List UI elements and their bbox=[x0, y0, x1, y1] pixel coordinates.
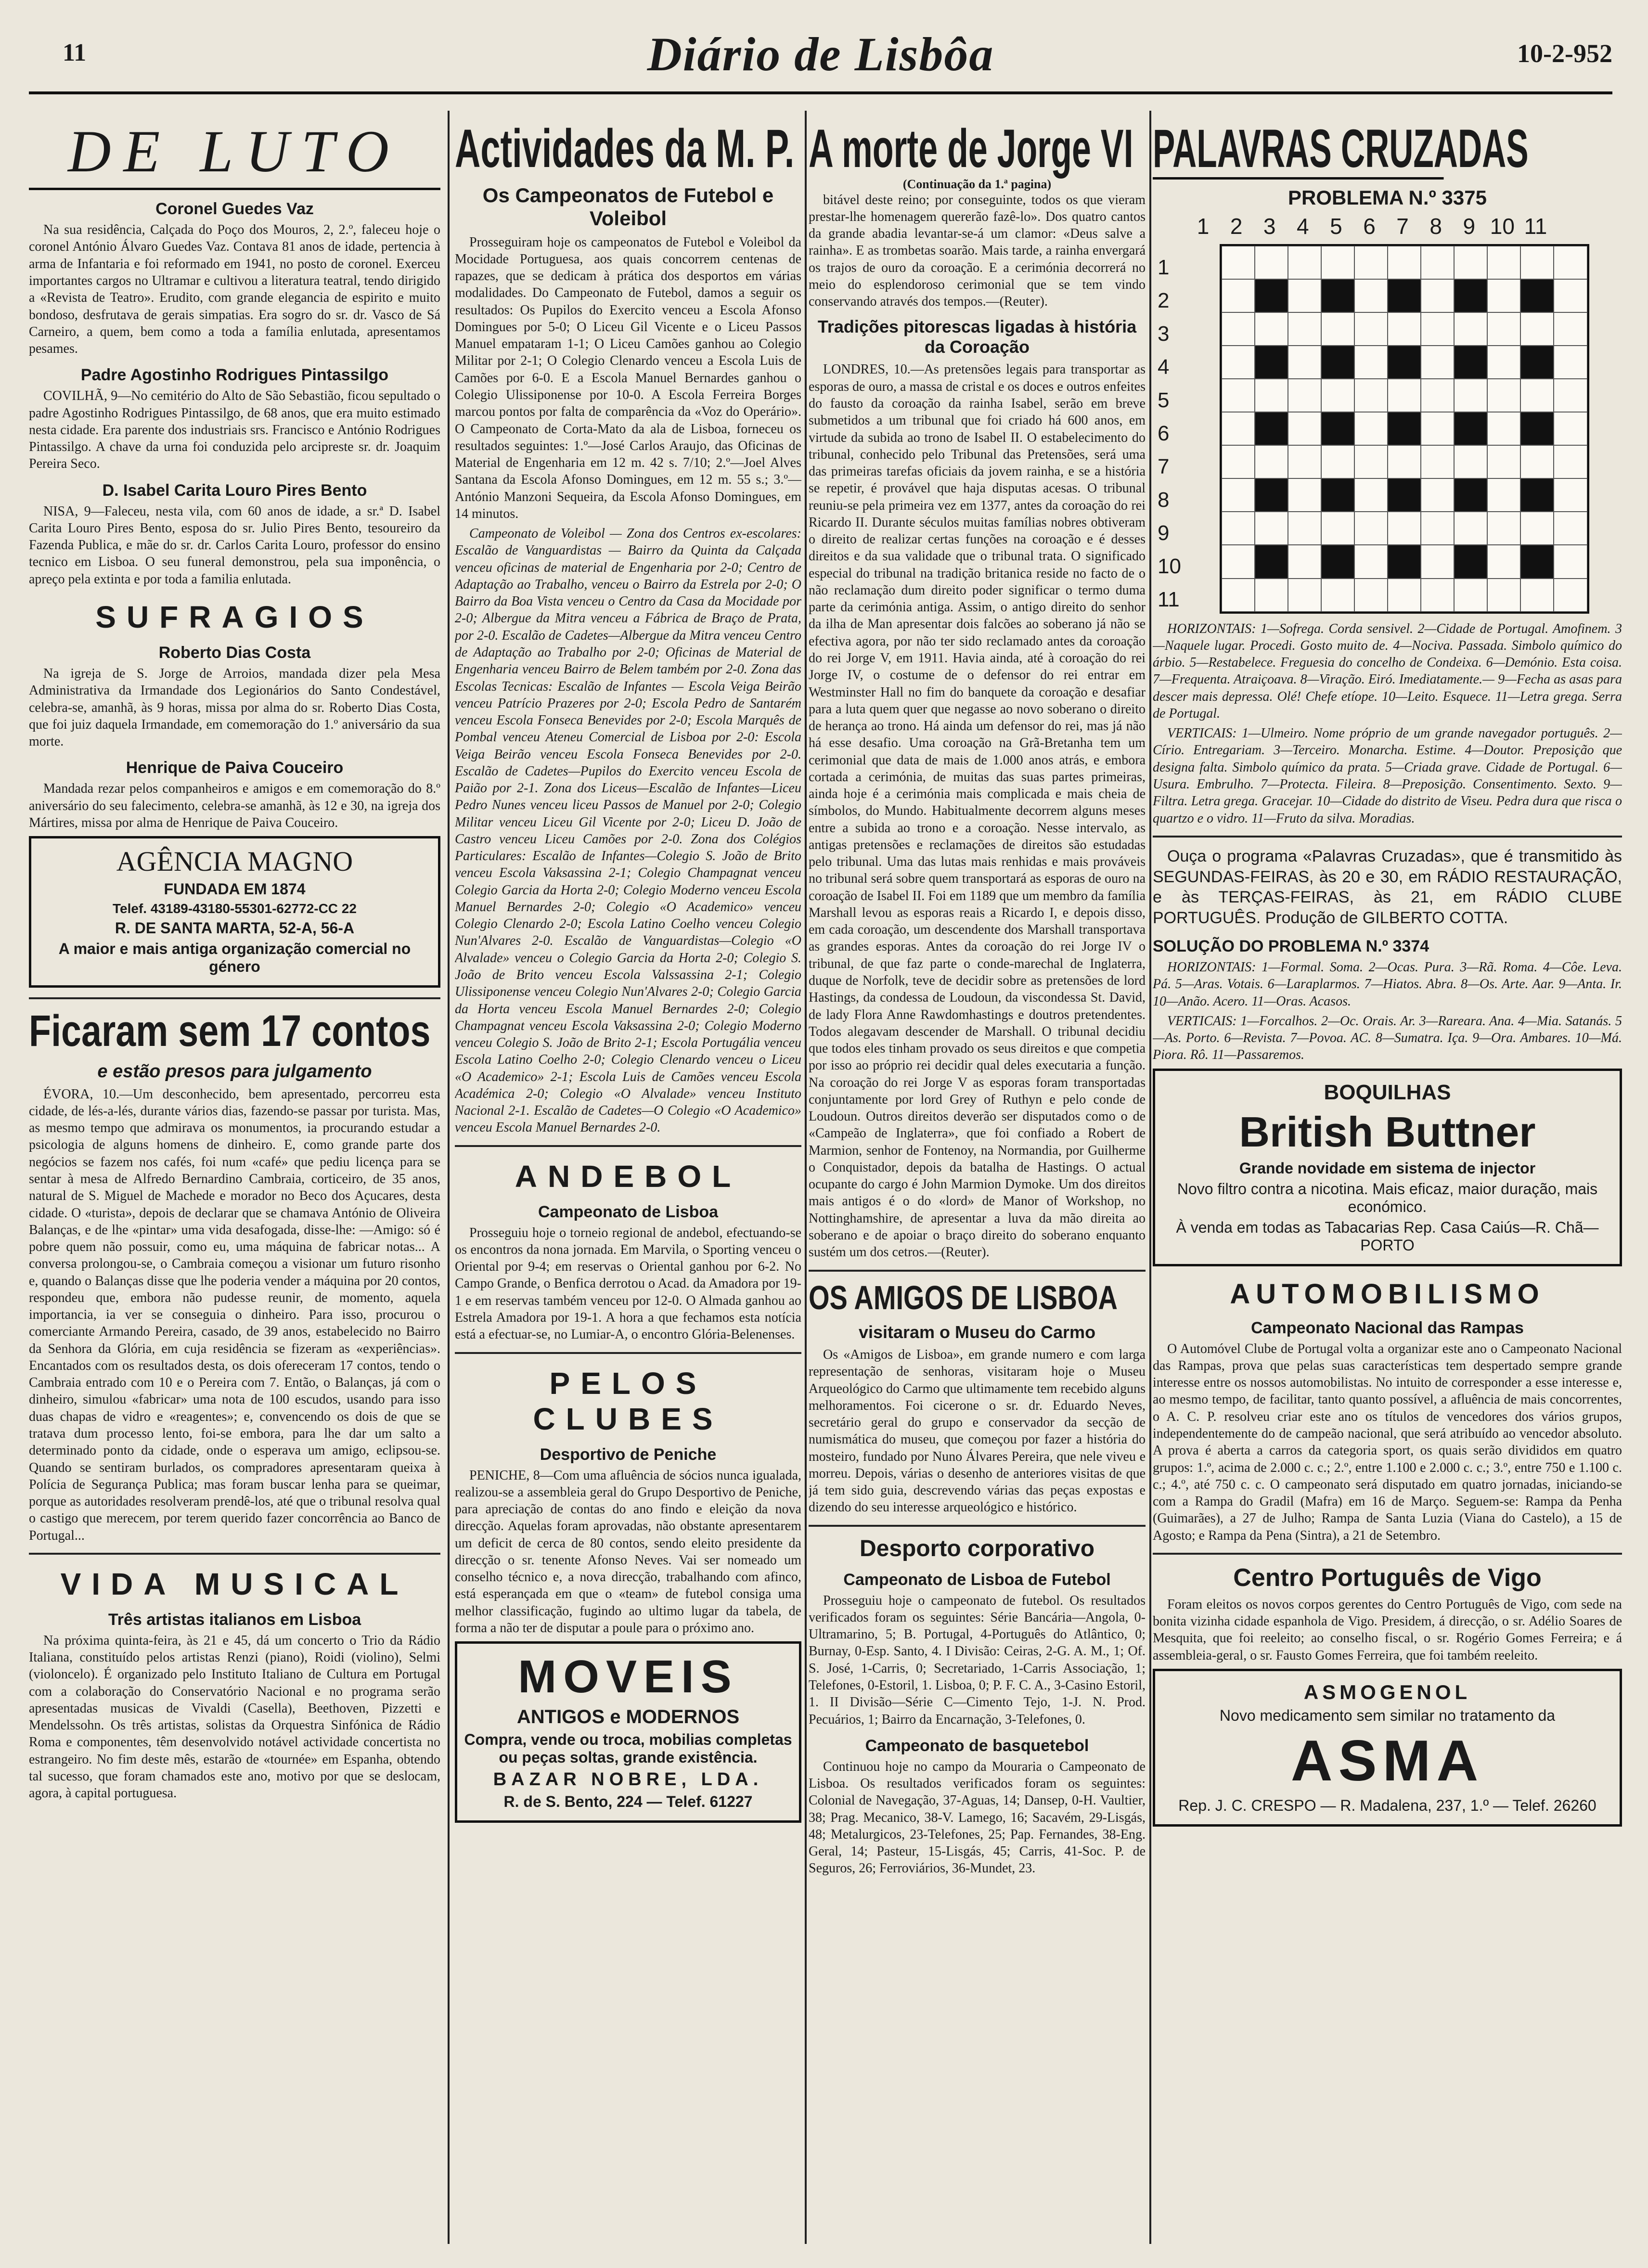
jorge-vi-headline: A morte de Jorge VI bbox=[809, 120, 1133, 179]
crossword-black-cell bbox=[1255, 478, 1288, 512]
crossword-cell bbox=[1222, 312, 1255, 346]
crossword-cell bbox=[1554, 246, 1587, 279]
crossword-black-cell bbox=[1454, 279, 1487, 312]
crossword-cell bbox=[1454, 579, 1487, 612]
crossword-column-number: 7 bbox=[1396, 213, 1409, 239]
crossword-cell bbox=[1487, 579, 1520, 612]
masthead bbox=[29, 10, 1612, 94]
jorge-vi-text: bitável deste reino; por conseguinte, todos os que vieram prestar-lhe homenagem quererão fazê-lo». Dos quatro cantos da grande abadia levantar-se-á um clamor: «Deus salve a rainha». E as trombetas soarão. Mais tarde, a rainha envergará os trajos de ouro da coroação. E a cerimónia decorrerá no meio do esplendoroso cerimonial que se tem vindo conservando através dos tempos.—(Reuter). bbox=[809, 192, 1146, 309]
crossword-cell bbox=[1321, 312, 1354, 346]
crossword-cell bbox=[1288, 478, 1321, 512]
crossword-black-cell bbox=[1255, 346, 1288, 379]
crossword-row-number: 3 bbox=[1158, 322, 1170, 346]
column-3 bbox=[809, 120, 1146, 2239]
moveis-title: MOVEIS bbox=[518, 1651, 738, 1703]
crossword-black-cell bbox=[1454, 412, 1487, 445]
crossword-black-cell bbox=[1321, 478, 1354, 512]
divider bbox=[29, 997, 440, 999]
crossword-black-cell bbox=[1321, 545, 1354, 578]
crossword-cell bbox=[1255, 445, 1288, 478]
crossword-cell bbox=[1421, 379, 1454, 412]
crossword-cell bbox=[1354, 579, 1388, 612]
crossword-cell bbox=[1255, 579, 1288, 612]
crossword-cell bbox=[1354, 379, 1388, 412]
crossword-cell bbox=[1487, 512, 1520, 545]
crossword-cell bbox=[1421, 545, 1454, 578]
sufragios-heading: SUFRAGIOS bbox=[95, 599, 374, 634]
andebol-text: Prosseguiu hoje o torneio regional de andebol, efectuando-se os encontros da nona jornada. Em Marvila, o Sporting venceu o Oriental por 9-4; em reservas o Oriental ganhou por 6-2. No Campo Grande, o Benfica derrotou o Acad. da Amadora por 19-1 e em reservas também venceu por 12-0. O Almada ganhou ao Estrela Amadora por 19-1. A hora a que fechamos esta notícia está a efectuar-se, no Lumiar-A, o encontro Glória-Belenenses. bbox=[455, 1225, 801, 1342]
crossword-cell bbox=[1388, 579, 1421, 612]
crossword-cell bbox=[1487, 545, 1520, 578]
crossword-cell bbox=[1554, 545, 1587, 578]
crossword-black-cell bbox=[1321, 412, 1354, 445]
voleibol-text: Campeonato de Voleibol — Zona dos Centros ex-escolares: Escalão de Vanguardistas — Bairro da Quinta da Calçada venceu oficinas de material de Engenharia por 2-0; Centro de Adaptação ao Trabalho, venceu o Bairro da Estrela por 2-0; O Bairro da Boa Vista venceu o Centro da Casa da Mocidade por 2-0; Albergue da Mitra venceu a Fábrica de Braço de Prata, por 2-0. Escalão de Cadetes—Albergue da Mitra venceu Centro de Adaptação ao Trabalho por 2-0; Oficinas de Material de Engenharia venceu Bairro de Belem também por 2-0. Zona das Escolas Tecnicas: Escalão de Infantes — Escola Veiga Beirão venceu Patrício Prazeres por 2-0; Escola Pedro de Santarém venceu Escola Fonseca Benevides por 2-0; Escola Marquês de Pombal venceu Ateneu Comercial de Lisboa por 2-0: Escola Veiga Beirão venceu Escola Fonseca Benevides por 2-0. Escalão de Cadetes—Pupilos do Exercito venceu Escola de Paião por 2-1. Zona dos Liceus—Escalão de Infantes—Liceu Pedro Nunes venceu liceu Passos de Manuel por 2-0; Colegio Militar venceu Liceu Gil Vicente por 2-0; Liceu D. João de Castro venceu Liceu Camões por 2-0. Zona dos Colégios Particulares: Escalão de Infantes—Colegio S. João de Brito venceu Escola Vaksassina 2-1; Colegio Champagnat venceu Colegio Garcia da Horta 2-0; Colegio Moderno venceu Escola Manuel Bernardes 2-0; Colegio «O Academico» venceu Colegio Clenardo 2-0; Escola Latino Coelho venceu Colegio Nun'Alvares 2-0. Escalão de Vanguardistas—Colegio «O Alvalade» venceu o Colegio Garcia da Horta 2-0; Colegio S. João de Brito venceu Escola Valssassina 2-1; Colegio Ulissiponense venceu Colegio Nun'Alvares 2-0; Colegio Garcia da Horta venceu Escola Manuel Bernardes 2-0; Colegio Champagnat venceu Escola Vaksassina 2-0; Colegio Moderno venceu Colegio S. João de Brito 2-1; Escola Portugália venceu Escola Latino Coelho 2-0; Colegio Clenardo venceu o Liceu «O Academico» 2-1; Escola Luis de Camões venceu Escola Académica 2-0; Colegio «O Alvalade» venceu Instituto Nacional 2-1. Escalão de Cadetes—O Colegio «O Academico» venceu Escola Manuel Bernardes 2-0. bbox=[455, 526, 801, 1135]
boquilhas-line2: Novo filtro contra a nicotina. Mais eficaz, maior duração, mais económico. bbox=[1177, 1180, 1598, 1215]
crossword-black-cell bbox=[1321, 279, 1354, 312]
crossword-cell bbox=[1354, 478, 1388, 512]
divider bbox=[29, 1553, 440, 1555]
crossword-cell bbox=[1354, 545, 1388, 578]
crossword-cell bbox=[1288, 246, 1321, 279]
crossword-cell bbox=[1421, 512, 1454, 545]
boquilhas-title: BOQUILHAS bbox=[1324, 1080, 1451, 1104]
crossword-cell bbox=[1554, 512, 1587, 545]
boquilhas-ad bbox=[1153, 1069, 1622, 1266]
divider bbox=[455, 1352, 801, 1354]
crossword-cell bbox=[1222, 246, 1255, 279]
crossword-cell bbox=[1321, 512, 1354, 545]
crossword-grid-wrap bbox=[1153, 244, 1622, 614]
crossword-cell bbox=[1222, 579, 1255, 612]
crossword-cell bbox=[1421, 246, 1454, 279]
crossword-row-number: 2 bbox=[1158, 288, 1170, 312]
crossword-cell bbox=[1288, 412, 1321, 445]
boquilhas-line1: Grande novidade em sistema de injector bbox=[1239, 1159, 1536, 1177]
crossword-black-cell bbox=[1255, 545, 1288, 578]
newspaper-title: Diário de Lisbôa bbox=[647, 27, 994, 81]
vida-musical-subhead: Três artistas italianos em Lisboa bbox=[108, 1610, 361, 1629]
crossword-black-cell bbox=[1255, 412, 1288, 445]
crossword-cell bbox=[1354, 246, 1388, 279]
crossword-column-number: 10 bbox=[1490, 213, 1515, 239]
crossword-cell bbox=[1222, 346, 1255, 379]
crossword-cell bbox=[1520, 579, 1554, 612]
crossword-cell bbox=[1222, 412, 1255, 445]
de-luto-heading: DE LUTO bbox=[29, 120, 440, 190]
crossword-black-cell bbox=[1321, 346, 1354, 379]
crossword-cell bbox=[1520, 312, 1554, 346]
actividades-headline: Actividades da M. P. bbox=[455, 120, 795, 179]
tradicoes-text: LONDRES, 10.—As pretensões legais para transportar as esporas de ouro, a massa de cristal e os doces e outros enfeites do fausto da coroação da rainha Isabel, serão em breve submetidos a um tribunal que foi criado há 600 anos, em virtude da subida ao trono de Isabel II. O estabelecimento do tribunal, conhecido pelo Tribunal das Pretensões, será uma das primeiras tarefas oficiais da jovem rainha, e se a história se repetir, é provável que haja disputas acesas. O tribunal reuniu-se pela primeira vez em 1377, antes da coroação do rei Ricardo II. Durante séculos muitas famílias nobres obtiveram o direito de realizar certas funções na coroação e é desses direitos e da sua validade que o tribunal trata. O significado especial do tribunal na tradição britanica reside no facto de o não reclamação dum direito poder significar o termo duma parte da cerimónia antiga. Assim, o antigo direito do senhor da ilha de Man apresentar dois falcões ao soberano já não se efectiva agora, por não ter sido reclamado antes da coroação do rei Jorge V, em 1911. Havia ainda, até à coroação do rei Jorge IV, o costume de o defensor do rei entrar em Westminster Hall no fim do banquete da coroação e desafiar para a luta quem quer que negasse ao novo soberano o direito de herança ao trono. Há ainda um defensor do rei, mas já não há esse desafio. Uma coroação na Grã-Bretanha tem um cerimonial que data de mais de 1.000 anos atrás, e embora cortada a cerimónia, de muitas das suas partes primeiras, ainda hoje é a cerimónia mais complicada e mais cheia de símbolos, do Mundo. Habitualmente decorrem alguns meses entre a subida ao trono e a coroação. Nesse intervalo, as antigas pretensões e reclamações de direitos são estudadas pelo tribunal. Uma das lutas mais renhidas e mais prováveis no tribunal será sobre quem transportará as esporas de ouro na coroação de Isabel II. Foi em 1189 que um membro da família Marshall levou as esporas reais a Ricardo I, e depois disso, em cada coroação, um descendente dos Marshall transportava as grandes esporas. Antes da coroação do rei Jorge IV o tribunal, de que faz parte o conde-marechal de Inglaterra, duque de Norfolk, teve de decidir sobre as pretensões de lord Hastings, da condessa de Loudoun, da viscondessa St. David, de lady Flora Anne Rawdomhastings e doutros pretendentes. Todos alegavam descender de Marshall. O tribunal decidiu que todos eles tinham provado os seus direitos e que competia por isso ao próprio rei decidir qual deles executaria a função. Na coroação do rei Jorge V as esporas foram transportadas conjuntamente por lord Grey of Ruthyn e pelo conde de Loudoun. Outros direitos deverão ser disputados como o de «Campeão de Inglaterra», que foi confiado a Robert de Marmion, senhor de Fontenoy, na Normandia, por Guilherme o Conquistador, depois da batalha de Hastings. O actual ocupante do cargo é John Marmion Dymoke. Um dos direitos mais antigos é o do «lord» de Manor of Workshop, no Nottinghamshire, de apresentar a luva da mão direita ao soberano e de apoiar o braço direito do soberano enquanto sustém um dos cetros.—(Reuter). bbox=[809, 362, 1146, 1260]
crossword-cell bbox=[1354, 312, 1388, 346]
crossword-cell bbox=[1388, 246, 1421, 279]
crossword-black-cell bbox=[1388, 545, 1421, 578]
crossword-column-number: 1 bbox=[1197, 213, 1210, 239]
crossword-cell bbox=[1321, 379, 1354, 412]
moveis-shop: BAZAR NOBRE, LDA. bbox=[493, 1769, 763, 1790]
crossword-cell bbox=[1520, 246, 1554, 279]
crossword-cell bbox=[1354, 412, 1388, 445]
automobilismo-heading: AUTOMOBILISMO bbox=[1230, 1278, 1545, 1310]
vida-musical-heading: VIDA MUSICAL bbox=[60, 1566, 409, 1601]
crossword-cell bbox=[1554, 412, 1587, 445]
crossword-cell bbox=[1454, 312, 1487, 346]
vida-musical-text: Na próxima quinta-feira, às 21 e 45, dá um concerto o Trio da Rádio Italiana, constituído pelos artistas Renzi (piano), Roidi (violino), Selmi (violoncelo). É organizado pelo Instituto Italiano de Cultura em Portugal com a colaboração do Conservatório Nacional e no programa serão apresentadas musicas de Vivaldi (Casella), Beethoven, Pizzetti e Mendelssohn. Os três artistas, solistas da Orquestra Sinfónica de Rádio Roma e componentes, têm desenvolvido notável actividade concertista no estrangeiro. No fim deste mês, estarão de «tournée» em Espanha, obtendo tal sucesso, que foram chamados este ano, motivo por que se deslocam, agora, à capital portuguesa. bbox=[29, 1633, 440, 1801]
crossword-cell bbox=[1354, 279, 1388, 312]
ficaram-subhead: e estão presos para julgamento bbox=[97, 1061, 372, 1082]
asmogenol-ad bbox=[1153, 1669, 1622, 1827]
palavras-cruzadas-headline: PALAVRAS CRUZADAS bbox=[1153, 120, 1529, 179]
crossword-column-number: 2 bbox=[1230, 213, 1243, 239]
asmogenol-address: Rep. J. C. CRESPO — R. Madalena, 237, 1.º — Telef. 26260 bbox=[1178, 1796, 1596, 1814]
crossword-black-cell bbox=[1454, 478, 1487, 512]
crossword-black-cell bbox=[1388, 478, 1421, 512]
crossword-cell bbox=[1454, 379, 1487, 412]
obituary-text: COVILHÃ, 9—No cemitério do Alto de São Sebastião, ficou sepultado o padre Agostinho Rodrigues Pintassilgo, de 68 anos, que era muito estimado nesta cidade. Era parente dos industriais srs. Francisco e António Rodrigues Pintassilgo. A chave da urna foi conduzida pelo arcipreste sr. dr. Joaquim Pereira Seco. bbox=[29, 388, 440, 472]
vigo-text: Foram eleitos os novos corpos gerentes do Centro Português de Vigo, com sede na bonita vizinha cidade espanhola de Vigo. Presidem, á direcção, o sr. Adélio Soares de Mesquita, que foi reeleito; ao conselho fiscal, o sr. Rogério Gomes Ferreira; e á assembleia-geral, o sr. Fausto Gomes Ferreira, que foi também reeleito. bbox=[1153, 1597, 1622, 1663]
divider bbox=[1153, 1553, 1622, 1555]
crossword-column-number: 6 bbox=[1363, 213, 1376, 239]
obituary-name: Coronel Guedes Vaz bbox=[155, 200, 314, 219]
ficaram-headline: Ficaram sem 17 contos bbox=[29, 1006, 431, 1056]
crossword-cell bbox=[1487, 478, 1520, 512]
andebol-heading: ANDEBOL bbox=[515, 1159, 742, 1194]
crossword-black-cell bbox=[1520, 279, 1554, 312]
andebol-subhead: Campeonato de Lisboa bbox=[538, 1202, 719, 1221]
desporto-text: Prosseguiu hoje o campeonato de futebol. Os resultados verificados foram os seguintes: Série Bancária—Angola, 0-Ultramarino, 5; B. Portugal, 4-Português do Atlântico, 0; Burnay, 0-Esp. Santo, 4. I Divisão: Ceiras, 2-G. A. M., 1; Of. S. José, 1-Carris, 0; Secretariado, 1-Carris Associação, 1; Telefones, 0-Estoril, 1. Lisboa, 0; P. F. C. A., 3-Casino Estoril, 1. II Divisão—Série C—Cimento Tejo, 1-J. N. Prod. Pecuários, 1; Bairro da Encarnação, 3-Telefones, 0. bbox=[809, 1593, 1146, 1727]
desporto-headline: Desporto corporativo bbox=[859, 1535, 1095, 1561]
agencia-founded: FUNDADA EM 1874 bbox=[164, 880, 306, 898]
crossword-cell bbox=[1487, 379, 1520, 412]
boquilhas-brand: British Buttner bbox=[1239, 1108, 1536, 1156]
moveis-address: R. de S. Bento, 224 — Telef. 61227 bbox=[503, 1793, 753, 1811]
agencia-slogan: A maior e mais antiga organização comercial no género bbox=[58, 940, 411, 976]
divider bbox=[1153, 836, 1622, 838]
crossword-black-cell bbox=[1388, 346, 1421, 379]
automobilismo-subhead: Campeonato Nacional das Rampas bbox=[1251, 1318, 1524, 1337]
issue-date: 10-2-952 bbox=[1517, 39, 1612, 68]
crossword-cell bbox=[1487, 246, 1520, 279]
horizontais-clues: HORIZONTAIS: 1—Sofrega. Corda sensivel. 2—Cidade de Portugal. Amofinem. 3—Naquele lugar. Procedi. Gosto muito de. 4—Nociva. Passada. Simbolo químico do árbio. 5—Restabelece. Freguesia do concelho de Condeixa. 6—Demónio. Esta coisa. 7—Frequenta. Atraiçoava. 8—Viração. Eiró. Imediatamente.— 9—Fecha as asas para descer mais depressa. Olé! Chefe etíope. 10—Leito. Esquece. 11—Letra grega. Serra de Portugal. bbox=[1153, 621, 1622, 721]
crossword-cell bbox=[1421, 445, 1454, 478]
crossword-row-number: 11 bbox=[1158, 588, 1180, 612]
continuation-note: (Continuação da 1.ª pagina) bbox=[902, 177, 1052, 191]
column-rule bbox=[448, 111, 450, 2244]
crossword-black-cell bbox=[1520, 478, 1554, 512]
crossword-cell bbox=[1454, 445, 1487, 478]
problem-number: PROBLEMA N.º 3375 bbox=[1288, 186, 1487, 209]
radio-notice: Ouça o programa «Palavras Cruzadas», que é transmitido às SEGUNDAS-FEIRAS, às 20 e 30, em RÁDIO RESTAURAÇÃO, e às TERÇAS-FEIRAS, às 21, em RÁDIO CLUBE PORTUGUÊS. Produção de GILBERTO COTTA. bbox=[1153, 847, 1622, 928]
crossword-black-cell bbox=[1520, 346, 1554, 379]
crossword-cell bbox=[1421, 579, 1454, 612]
crossword-cell bbox=[1454, 512, 1487, 545]
crossword-row-numbers bbox=[1158, 251, 1181, 617]
crossword-black-cell bbox=[1255, 279, 1288, 312]
agencia-phones: Telef. 43189-43180-55301-62772-CC 22 bbox=[113, 901, 357, 916]
crossword-cell bbox=[1554, 312, 1587, 346]
asmogenol-line1: Novo medicamento sem similar no tratamento da bbox=[1219, 1706, 1556, 1724]
actividades-subhead: Os Campeonatos de Futebol e Voleibol bbox=[482, 183, 774, 230]
agencia-address: R. DE SANTA MARTA, 52-A, 56-A bbox=[115, 919, 355, 937]
crossword-cell bbox=[1487, 312, 1520, 346]
crossword-cell bbox=[1421, 346, 1454, 379]
pelos-clubes-text: PENICHE, 8—Com uma afluência de sócios nunca igualada, realizou-se a assembleia geral do Grupo Desportivo de Peniche, para apreciação de contas do ano findo e eleição da nova direcção. Aquelas foram aprovadas, não obstante apresentarem um deficit de cerca de 80 contos, sendo eleito presidente da direcção o sr. tenente Afonso Neves. Vai ser nomeado um conselho técnico e, a nova direcção, trabalhando com afinco, está esperançada em que o «team» de futebol consiga uma melhor classificação, fugindo ao ultimo lugar da tabela, de forma a não ter de disputar a poule para o próximo ano. bbox=[455, 1468, 801, 1636]
obituary-name: Padre Agostinho Rodrigues Pintassilgo bbox=[80, 366, 389, 385]
crossword-black-cell bbox=[1388, 279, 1421, 312]
crossword-cell bbox=[1255, 379, 1288, 412]
pelos-clubes-subhead: Desportivo de Peniche bbox=[540, 1445, 717, 1464]
crossword-column-number: 3 bbox=[1263, 213, 1276, 239]
crossword-cell bbox=[1421, 412, 1454, 445]
crossword-black-cell bbox=[1454, 346, 1487, 379]
crossword-column-number: 4 bbox=[1297, 213, 1309, 239]
boquilhas-line3: À venda em todas as Tabacarias Rep. Casa Caiús—R. Chã—PORTO bbox=[1176, 1218, 1599, 1254]
crossword-cell bbox=[1222, 445, 1255, 478]
crossword-cell bbox=[1554, 478, 1587, 512]
amigos-headline: OS AMIGOS DE LISBOA bbox=[809, 1278, 1118, 1316]
crossword-black-cell bbox=[1520, 545, 1554, 578]
crossword-row-number: 10 bbox=[1158, 554, 1181, 579]
crossword-cell bbox=[1554, 346, 1587, 379]
crossword-grid bbox=[1220, 244, 1589, 614]
crossword-column-number: 11 bbox=[1524, 213, 1547, 239]
obituary-name: D. Isabel Carita Louro Pires Bento bbox=[102, 481, 367, 500]
basquetebol-subhead: Campeonato de basquetebol bbox=[865, 1736, 1089, 1755]
crossword-cell bbox=[1554, 279, 1587, 312]
crossword-cell bbox=[1520, 379, 1554, 412]
ficaram-text: ÉVORA, 10.—Um desconhecido, bem apresentado, percorreu esta cidade, de lés-a-lés, durante vários dias, fazendo-se passar por turista. Mas, as mesmo tempo que admirava os monumentos, ia procurando estudar a psicologia de alguns homens de dinheiro. E, como grande parte dos negócios se fazem nos cafés, foi num «café» que pediu licença para se sentar à mesa de Alfredo Bernardino Cambraia, corticeiro, de 35 anos, natural de S. Miguel de Machede e morador no Beco dos Açucares, desta cidade. O «turista», depois de declarar que se chamava António de Oliveira Balanças, e de lhe «pintar» uma vida desafogada, disse-lhe: —Amigo: só é pobre quem não possuir, como eu, uma máquina de fabricar notas... A conversa prolongou-se, o Cambraia começou a visionar um futuro risonho e, quando o Balanças disse que lhe poderia vender a máquina por 20 contos, respondeu que, embora não pudesse reunir, de momento, aquela importancia, ia ver se conseguia o dinheiro. Para isso, procurou o comerciante Armando Pereira, casado, de 39 anos, estabelecido no Bairro da Senhora da Glória, em cuja residência se fizeram as «experiências». Encantados com os resultados desta, os dois ofereceram 17 contos, tendo o Cambraia entrado com 10 e o Pereira com 7. Então, o Balanças, já com o dinheiro, simulou «fabricar» uma nota de 100 escudos, usando para isso duas chapas de vidro e «reagentes»; e, convencendo os dois de que se tratava dum processo lento, foi-se embora, para lhe dar um salto a determinado ponto da cidade, onde o esperava um amigo, eclipsou-se. Quando se sentiram burlados, os compradores apresentaram queixa à Polícia de Segurança Publica; mas foram buscar lenha para se queimar, porque as autoridades resolveram prendê-los, até que o tribunal resolva qual o castigo que merecem, por terem querido fazer concorrência ao Banco de Portugal... bbox=[29, 1086, 440, 1543]
crossword-row-number: 7 bbox=[1158, 455, 1170, 479]
crossword-cell bbox=[1487, 279, 1520, 312]
crossword-cell bbox=[1388, 512, 1421, 545]
basquetebol-text: Continuou hoje no campo da Mouraria o Campeonato de Lisboa. Os resultados verificados foram os seguintes: Colonial de Navegação, 37-Aguas, 14; Dansep, 0-H. Vaultier, 38; Prag. Mecanico, 38-V. Lamego, 16; Sacavém, 29-Lisgás, 48; Metalurgicos, 23-Telefones, 25; Pap. Fernandes, 38-Eng. Geral, 14; Pasteur, 15-Lisgás, 45; Carris, 41-Soc. P. de Seguros, 26; Ferroviários, 36-Mundet, 23. bbox=[809, 1759, 1146, 1876]
column-rule bbox=[1149, 111, 1151, 2244]
crossword-row-number: 6 bbox=[1158, 421, 1170, 445]
crossword-cell bbox=[1520, 445, 1554, 478]
amigos-subhead: visitaram o Museu do Carmo bbox=[858, 1322, 1096, 1342]
column-4 bbox=[1153, 120, 1622, 2239]
crossword-row-number: 9 bbox=[1158, 521, 1170, 545]
page-number: 11 bbox=[63, 39, 87, 66]
crossword-column-number: 9 bbox=[1463, 213, 1476, 239]
crossword-cell bbox=[1354, 445, 1388, 478]
column-2 bbox=[455, 120, 801, 2239]
asmogenol-asma: ASMA bbox=[1290, 1728, 1484, 1793]
moveis-sub: ANTIGOS e MODERNOS bbox=[516, 1706, 740, 1728]
vigo-headline: Centro Português de Vigo bbox=[1233, 1563, 1542, 1592]
crossword-cell bbox=[1255, 246, 1288, 279]
crossword-cell bbox=[1421, 279, 1454, 312]
crossword-cell bbox=[1554, 445, 1587, 478]
crossword-cell bbox=[1354, 512, 1388, 545]
crossword-column-numbers bbox=[1186, 213, 1552, 239]
crossword-cell bbox=[1354, 346, 1388, 379]
crossword-cell bbox=[1554, 379, 1587, 412]
crossword-black-cell bbox=[1388, 412, 1421, 445]
obituary-text: NISA, 9—Faleceu, nesta vila, com 60 anos de idade, a sr.ª D. Isabel Carita Louro Pires Bento, esposa do sr. Julio Pires Bento, tesoureiro da Fazenda Publica, e mãe do sr. dr. Carlos Carita Louro, professor do ensino tecnico em Lisboa. O seu funeral demonstrou, pela sua imponência, o apreço pela extinta e por toda a familia enlutada. bbox=[29, 503, 440, 587]
crossword-cell bbox=[1388, 445, 1421, 478]
crossword-cell bbox=[1454, 246, 1487, 279]
solucao-horizontais: HORIZONTAIS: 1—Formal. Soma. 2—Ocas. Pura. 3—Rã. Roma. 4—Côe. Leva. Pá. 5—Aras. Votais. 6—Laraplarmos. 7—Hiatos. Abra. 8—Os. Arte. Aar. 9—Anta. Ir. 10—Anão. Acero. 11—Oras. Acasos. bbox=[1153, 960, 1622, 1009]
crossword-cell bbox=[1288, 512, 1321, 545]
crossword-cell bbox=[1388, 312, 1421, 346]
crossword-black-cell bbox=[1520, 412, 1554, 445]
crossword-black-cell bbox=[1454, 545, 1487, 578]
sufragio-text: Mandada rezar pelos companheiros e amigos e em comemoração do 8.º aniversário do seu falecimento, celebra-se amanhã, às 12 e 30, na igreja dos Mártires, missa por alma de Henrique de Paiva Couceiro. bbox=[29, 781, 440, 830]
crossword-cell bbox=[1321, 246, 1354, 279]
crossword-cell bbox=[1255, 312, 1288, 346]
crossword-cell bbox=[1222, 512, 1255, 545]
divider bbox=[809, 1270, 1146, 1272]
crossword-cell bbox=[1421, 478, 1454, 512]
crossword-cell bbox=[1288, 346, 1321, 379]
crossword-cell bbox=[1288, 445, 1321, 478]
crossword-cell bbox=[1321, 445, 1354, 478]
crossword-cell bbox=[1487, 445, 1520, 478]
solucao-heading: SOLUÇÃO DO PROBLEMA N.º 3374 bbox=[1153, 937, 1429, 956]
crossword-cell bbox=[1288, 545, 1321, 578]
crossword-cell bbox=[1554, 579, 1587, 612]
crossword-cell bbox=[1222, 379, 1255, 412]
crossword-cell bbox=[1288, 379, 1321, 412]
crossword-cell bbox=[1288, 312, 1321, 346]
solucao-verticais: VERTICAIS: 1—Forcalhos. 2—Oc. Orais. Ar. 3—Rareara. Ana. 4—Mia. Satanás. 5—As. Porto. 6—Revista. 7—Povoa. AC. 8—Sumatra. Iça. 9—Ora. Ambares. 10—Má. Piora. Rô. 11—Passaremos. bbox=[1153, 1013, 1622, 1063]
crossword-row-number: 5 bbox=[1158, 388, 1170, 412]
crossword-cell bbox=[1288, 579, 1321, 612]
crossword-cell bbox=[1321, 579, 1354, 612]
moveis-text: Compra, vende ou troca, mobilias completas ou peças soltas, grande existência. bbox=[464, 1731, 792, 1766]
pelos-clubes-heading: PELOS CLUBES bbox=[533, 1366, 723, 1436]
verticais-clues: VERTICAIS: 1—Ulmeiro. Nome próprio de um grande navegador português. 2—Círio. Entregariam. 3—Terceiro. Monarcha. Estime. 4—Doutor. Preposição que designa falta. Simbolo químico da prata. 5—Criada grave. Cidade de Portugal. 6—Usura. Embrulho. 7—Protecta. Fileira. 8—Preposição. Consentimento. Sexto. 9—Filtra. Letra grega. Gracejar. 10—Cidade do distrito de Viseu. Pedra dura que risca o quartzo e o vidro. 11—Fruto da silva. Moradias. bbox=[1153, 726, 1622, 826]
amigos-text: Os «Amigos de Lisboa», em grande numero e com larga representação de senhoras, visitaram hoje o Museu Arqueológico do Carmo que ultimamente tem recebido alguns melhoramentos. Foi cicerone o sr. dr. Eduardo Neves, secretário geral do grupo e conservador da secção de numismática do museu, que começou por fazer a história do mosteiro, fundado por Nuno Álvares Pereira, que nele viveu e morreu. Depois, várias o desenho de anteriores visitas de que já tem sido guia, descrevendo várias das peças expostas e dizendo do seu interesse arqueológico e histórico. bbox=[809, 1347, 1146, 1515]
actividades-text: Prosseguiram hoje os campeonatos de Futebol e Voleibol da Mocidade Portuguesa, aos quais concorrem centenas de rapazes, que se dedicam à prática dos desportos em várias modalidades. Do Campeonato de Futebol, damos a seguir os resultados: Os Pupilos do Exercito venceu a Escola Afonso Domingues por 5-0; O Liceu Gil Vicente e o Liceu Passos Manuel empataram 1-1; O Liceu Camões ganhou ao Colegio Militar por 2-1; O Colegio Clenardo venceu a Escola Luis de Camões por 6-0. E a Escola Manuel Bernardes ganhou o Colegio Ulissiponense por 10-0. A Escola Ferreira Borges marcou pontos por falta de comparência da «Voz do Operário». O Campeonato de Corta-Mato da ala de Lisboa, forneceu os resultados seguintes: 1.º—José Carlos Araujo, das Oficinas de Material de Engenharia em 12 m. 42 s. 7/10; 2.º—Joel Alves Santana da Escola Afonso Domingues, em 12 m. 55 s.; 3.º—António Manzoni Sequeira, da Escola Afonso Domingues, em 14 minutos. bbox=[455, 234, 801, 521]
divider bbox=[455, 1145, 801, 1147]
divider bbox=[809, 1525, 1146, 1527]
crossword-cell bbox=[1487, 412, 1520, 445]
column-rule bbox=[805, 111, 807, 2244]
crossword-cell bbox=[1222, 545, 1255, 578]
crossword-cell bbox=[1288, 279, 1321, 312]
sufragio-text: Na igreja de S. Jorge de Arroios, mandada dizer pela Mesa Administrativa da Irmandade dos Legionários do Santo Condestável, celebra-se, amanhã, às 9 horas, missa por alma do sr. Roberto Dias Costa, que foi juiz daquela Irmandade, em comemoração do 1.º aniversário da sua morte. bbox=[29, 666, 440, 749]
column-1 bbox=[29, 120, 440, 2239]
crossword-cell bbox=[1487, 346, 1520, 379]
moveis-ad bbox=[455, 1641, 801, 1823]
agencia-name: AGÊNCIA MAGNO bbox=[116, 846, 353, 877]
crossword-cell bbox=[1255, 512, 1288, 545]
automobilismo-text: O Automóvel Clube de Portugal volta a organizar este ano o Campeonato Nacional das Rampas, prova que pelas suas características tem despertado sempre grande interesse entre os nossos automobilistas. No intuito de corresponder a esse interesse e, ao mesmo tempo, de facilitar, tanto quanto possível, a afluência de mais concorrentes, o A. C. P. resolveu criar este ano os títulos de vencedores dos vários grupos, independentemente do de campeão nacional, que será atribuído ao vencedor absoluto. A prova é aberta a carros da categoria sport, os quais serão divididos em quatro grupos: 1.º, acima de 2.000 c. c.; 2.º, entre 1.100 e 2.000 c. c.; 3.º, entre 750 e 1.100 c. c.; 4.º, até 750 c. c. O campeonato será disputado em quatro jornadas, iniciando-se com a Rampa do Gradil (Mafra) em 16 de Março. Seguem-se: Rampa da Penha (Guimarães), a 27 de Julho; Rampa de Santa Luzia (Viana do Castelo), a 15 de Agosto; e Rampa da Pena (Sintra), a 21 de Setembro. bbox=[1153, 1341, 1622, 1543]
crossword-cell bbox=[1222, 478, 1255, 512]
crossword-cell bbox=[1388, 379, 1421, 412]
asmogenol-title: ASMOGENOL bbox=[1303, 1680, 1471, 1703]
crossword-cell bbox=[1520, 512, 1554, 545]
crossword-row-number: 4 bbox=[1158, 355, 1170, 379]
crossword-cell bbox=[1222, 279, 1255, 312]
crossword-column-number: 5 bbox=[1330, 213, 1342, 239]
crossword-cell bbox=[1421, 312, 1454, 346]
sufragio-name: Henrique de Paiva Couceiro bbox=[126, 759, 344, 777]
sufragio-name: Roberto Dias Costa bbox=[158, 643, 311, 662]
crossword-column-number: 8 bbox=[1429, 213, 1442, 239]
crossword-row-number: 8 bbox=[1158, 488, 1170, 512]
tradicoes-subhead: Tradições pitorescas ligadas à história da Coroação bbox=[817, 317, 1137, 357]
desporto-subhead: Campeonato de Lisboa de Futebol bbox=[843, 1570, 1111, 1589]
obituary-text: Na sua residência, Calçada do Poço dos Mouros, 2, 2.º, faleceu hoje o coronel António Álvaro Guedes Vaz. Contava 81 anos de idade, pertencia à arma de Infantaria e foi reformado em 1941, no posto de coronel. Exerceu importantes cargos no Ultramar e cultivou a literatura teatral, tendo dirigido a «Revista de Teatro». Erudito, com grande elegancia de espirito e muito bondoso, desfrutava de gerais simpatias. Era sogro do sr. dr. Vasco de Sá Carneiro, a quem, bem como a toda a família enlutada, apresentamos pesames. bbox=[29, 222, 440, 357]
crossword-row-number: 1 bbox=[1158, 255, 1170, 279]
agencia-magno-ad bbox=[29, 836, 440, 988]
